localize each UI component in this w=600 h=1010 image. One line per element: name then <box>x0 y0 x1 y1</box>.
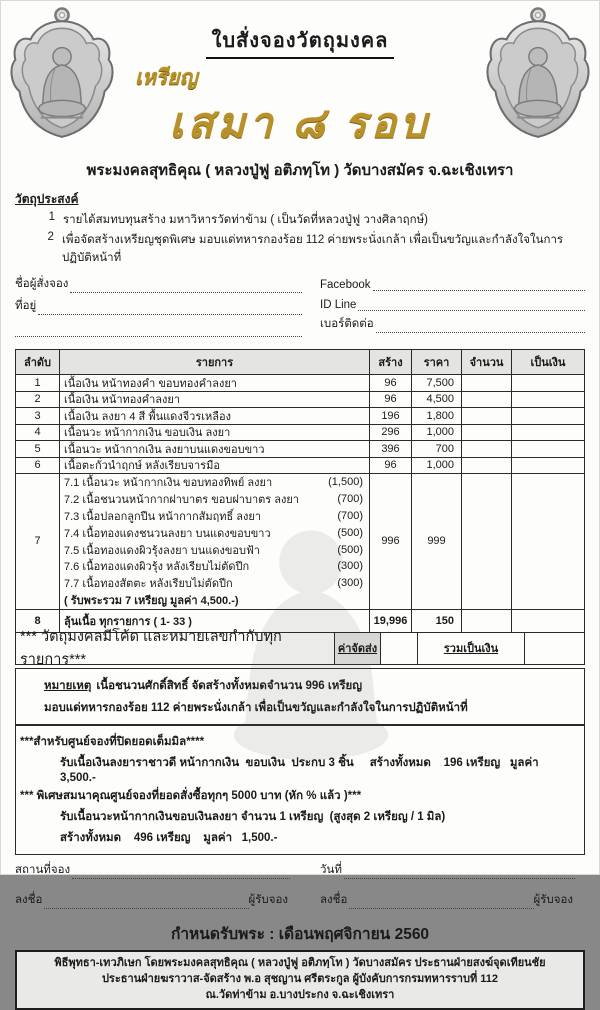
amount-cell[interactable] <box>512 441 584 457</box>
amulet-photo-right <box>480 6 596 148</box>
date-label: วันที่ <box>320 863 342 876</box>
address-label: ที่อยู่ <box>15 300 37 312</box>
row-made: 296 <box>370 425 412 441</box>
row-no: 7 <box>16 474 60 609</box>
qty-cell[interactable] <box>462 474 512 609</box>
row-no: 2 <box>16 392 60 408</box>
receiver-label: ผู้รับจอง <box>533 893 573 906</box>
special-line-2: รับเนื้อเงินลงยาราชาวดี หน้ากากเงิน ขอบเงิน ประกบ 3 ชิ้น สร้างทั้งหมด 196 เหรียญ มูลค่า 3,500.- <box>60 756 549 784</box>
booking-place-label: สถานที่จอง <box>15 863 71 876</box>
row-no: 1 <box>16 375 60 391</box>
table-row <box>16 375 584 392</box>
sub-item-text: 7.4 เนื้อทองแดงชนวนลงยา บนแดงขอบขาว <box>64 527 271 540</box>
special-line-5: สร้างทั้งหมด 496 เหรียญ มูลค่า 1,500.- <box>60 831 278 844</box>
ceremony-line-2: ประธานฝ่ายฆราวาส-จัดสร้าง พ.อ สุชญาน ศรีตระกูล ผู้บังคับการกรมทหารราบที่ 112 <box>101 972 499 985</box>
sub-item-text: 7.1 เนื้อนวะ หน้ากากเงิน ขอบทองทิพย์ ลงยา <box>64 477 273 490</box>
purpose-heading: วัตถุประสงค์ <box>15 192 79 206</box>
sub-item-price: (500) <box>337 526 363 539</box>
qty-cell[interactable] <box>462 610 512 632</box>
note-box <box>15 668 585 726</box>
purpose-item-number: 2 <box>47 231 54 243</box>
qty-cell[interactable] <box>462 458 512 474</box>
amount-cell[interactable] <box>512 425 584 441</box>
header-no: ลำดับ <box>16 350 60 374</box>
row-price: 4,500 <box>412 392 462 408</box>
row-price: 7,500 <box>412 375 462 391</box>
orderer-name-label: ชื่อผู้สั่งจอง <box>15 278 69 290</box>
purpose-item-text: รายได้สมทบทุนสร้าง มหาวิหารวัดท่าข้าม ( เป็นวัดที่หลวงปู่ฟู วางศิลาฤกษ์) <box>63 214 428 226</box>
table-header-row <box>16 350 584 375</box>
qty-cell[interactable] <box>462 441 512 457</box>
ceremony-line-1: พิธีพุทธา-เทวภิเษก โดยพระมงคลสุทธิคุณ ( หลวงปู่ฟู อติภทฺโท ) วัดบางสมัคร ประธานฝ่ายสงฆ์จุดเทียนชัย <box>54 956 546 969</box>
sub-item-price: (500) <box>337 543 363 556</box>
amount-cell[interactable] <box>512 610 584 632</box>
table-row <box>16 458 584 475</box>
sub-item-price: (300) <box>337 560 363 573</box>
row-made: 96 <box>370 375 412 391</box>
code-note-text: *** วัตถุมงคลมีโค้ด และหมายเลขกำกับทุกรายการ*** <box>16 633 335 664</box>
amount-cell[interactable] <box>512 474 584 609</box>
row-item: เนื้อเงิน หน้าทองคำ ขอบทองคำลงยา <box>60 375 370 391</box>
purpose-item-text: เพื่อจัดสร้างเหรียญชุดพิเศษ มอบแด่ทหารกองร้อย 112 ค่ายพระนั่งเกล้า เพื่อเป็นขวัญและกำลังใจในการปฏิบัติหน้าที่ <box>61 234 564 264</box>
grand-total-label: รวมเป็นเงิน <box>418 633 525 664</box>
table-row <box>16 392 584 409</box>
row-price: 150 <box>412 610 462 632</box>
header-item: รายการ <box>60 350 370 374</box>
row-made: 196 <box>370 408 412 424</box>
table-row <box>16 425 584 442</box>
sub-item-price: (700) <box>337 509 363 522</box>
sub-item-text: 7.6 เนื้อทองแดงผิวรุ้ง หลังเรียบไม่ตัดปีก <box>64 561 250 574</box>
purpose-item-number: 1 <box>48 211 55 223</box>
address-field[interactable] <box>38 304 302 315</box>
amount-cell[interactable] <box>512 408 584 424</box>
header-amount: เป็นเงิน <box>530 357 566 369</box>
row-item: เนื้อเงิน หน้าทองคำลงยา <box>60 392 370 408</box>
qty-cell[interactable] <box>462 392 512 408</box>
row-made: 96 <box>370 458 412 474</box>
row-price: 999 <box>412 474 462 609</box>
row-no: 6 <box>16 458 60 474</box>
order-table <box>15 349 585 669</box>
document-title: ใบสั่งจองวัตถุมงคล <box>206 24 395 59</box>
header-price: ราคา <box>412 350 462 374</box>
date-field[interactable] <box>344 868 575 879</box>
special-line-3: *** พิเศษสมนาคุณศูนย์จองที่ยอดสั่งซื้อทุกๆ 5000 บาท (หัก % แล้ว )*** <box>20 789 362 802</box>
table-footer-row <box>16 629 584 669</box>
sub-item-text: 7.5 เนื้อทองแดงผิวรุ้งลงยา บนแดงขอบฟ้า <box>64 544 260 557</box>
amount-cell[interactable] <box>512 375 584 391</box>
row-made: 396 <box>370 441 412 457</box>
amount-cell[interactable] <box>512 392 584 408</box>
row-no: 4 <box>16 425 60 441</box>
orderer-name-field[interactable] <box>70 282 302 293</box>
phone-field[interactable] <box>376 322 585 333</box>
temple-subtitle: พระมงคลสุทธิคุณ ( หลวงปู่ฟู อติภทฺโท ) วัดบางสมัคร จ.ฉะเชิงเทรา <box>86 162 514 179</box>
table-row-7 <box>16 474 584 610</box>
sign-label: ลงชื่อ <box>15 893 43 906</box>
signature-field[interactable] <box>44 898 248 909</box>
row-price: 1,000 <box>412 425 462 441</box>
sign-label: ลงชื่อ <box>320 893 348 906</box>
row-price: 700 <box>412 441 462 457</box>
phone-label: เบอร์ติดต่อ <box>320 318 374 330</box>
table-row <box>16 408 584 425</box>
row-no: 8 <box>16 610 60 632</box>
special-line-4: รับเนื้อนวะหน้ากากเงินขอบเงินลงยา จำนวน 1 เหรียญ (สูงสุด 2 เหรียญ / 1 มิล) <box>60 810 446 823</box>
address-field-line2[interactable] <box>15 326 302 337</box>
amulet-photo-left <box>4 6 120 148</box>
purpose-section <box>15 190 585 267</box>
facebook-field[interactable] <box>373 280 585 291</box>
signature-section <box>15 865 585 909</box>
header-qty: จำนวน <box>462 350 512 374</box>
delivery-schedule: กำหนดรับพระ : เดือนพฤศจิกายน 2560 <box>170 925 430 943</box>
qty-cell[interactable] <box>462 375 512 391</box>
sub-item-price: (300) <box>337 577 363 590</box>
booking-place-field[interactable] <box>72 868 290 879</box>
qty-cell[interactable] <box>462 425 512 441</box>
note-label: หมายเหตุ <box>44 679 92 692</box>
note-line-1: เนื้อชนวนศักดิ์สิทธิ์ จัดสร้างทั้งหมดจำนวน 996 เหรียญ <box>96 679 363 692</box>
sub-item-text: 7.2 เนื้อชนวนหน้ากากฝาบาตร ขอบฝาบาตร ลงยา <box>64 494 299 507</box>
ceremony-info-box <box>15 950 585 1010</box>
idline-field[interactable] <box>358 300 585 311</box>
shipping-fee-label: ค่าจัดส่ง <box>335 633 381 664</box>
contact-form <box>15 279 585 337</box>
amount-cell[interactable] <box>512 458 584 474</box>
facebook-label: Facebook <box>320 279 371 291</box>
sub-item-text: 7.3 เนื้อปลอกลูกปืน หน้ากากสัมฤทธิ์ ลงยา <box>64 511 262 523</box>
signature-field[interactable] <box>349 898 533 909</box>
special-line-1: ***สำหรับศูนย์จองที่ปิดยอดเต็มมิล**** <box>20 735 205 748</box>
coin-name-title: เสมา ๘ รอบ <box>169 99 431 146</box>
sub-item-price: (1,500) <box>328 476 363 489</box>
qty-cell[interactable] <box>462 408 512 424</box>
ceremony-line-3: ณ.วัดท่าข้าม อ.บางประกง จ.ฉะเชิงเทรา <box>205 988 395 1001</box>
idline-label: ID Line <box>320 299 357 311</box>
special-conditions-box <box>15 724 585 855</box>
row-made: 996 <box>370 474 412 609</box>
row-item: เนื้อตะกั่วนำฤกษ์ หลังเรียบจารมือ <box>60 458 370 474</box>
row-item: ลุ้นเนื้อ ทุกรายการ ( 1- 33 ) <box>60 610 370 632</box>
header-made: สร้าง <box>370 350 412 374</box>
table-row <box>16 441 584 458</box>
row-no: 3 <box>16 408 60 424</box>
coin-type-label: เหรียญ <box>135 66 198 89</box>
row-made: 19,996 <box>370 610 412 632</box>
sub-item-price: (700) <box>337 493 363 506</box>
receiver-label: ผู้รับจอง <box>248 893 288 906</box>
shipping-fee-cell[interactable] <box>381 633 418 664</box>
note-line-2: มอบแด่ทหารกองร้อย 112 ค่ายพระนั่งเกล้า เพื่อเป็นขวัญและกำลังใจในการปฏิบัติหน้าที่ <box>44 701 468 714</box>
row-made: 96 <box>370 392 412 408</box>
row-item: เนื้อนวะ หน้ากากเงิน ลงยาบนแดงขอบขาว <box>60 441 370 457</box>
row-item: เนื้อเงิน ลงยา 4 สี พื้นแดงจีวรเหลือง <box>60 408 370 424</box>
row-price: 1,000 <box>412 458 462 474</box>
grand-total-cell[interactable] <box>525 633 584 664</box>
row-price: 1,800 <box>412 408 462 424</box>
row-item: เนื้อนวะ หน้ากากเงิน ขอบเงิน ลงยา <box>60 425 370 441</box>
sub-item-text: 7.7 เนื้อทองสัตตะ หลังเรียบไม่ตัดปีก <box>64 578 233 591</box>
row-no: 5 <box>16 441 60 457</box>
row7-summary: ( รับพระรวม 7 เหรียญ มูลค่า 4,500.-) <box>64 595 239 608</box>
